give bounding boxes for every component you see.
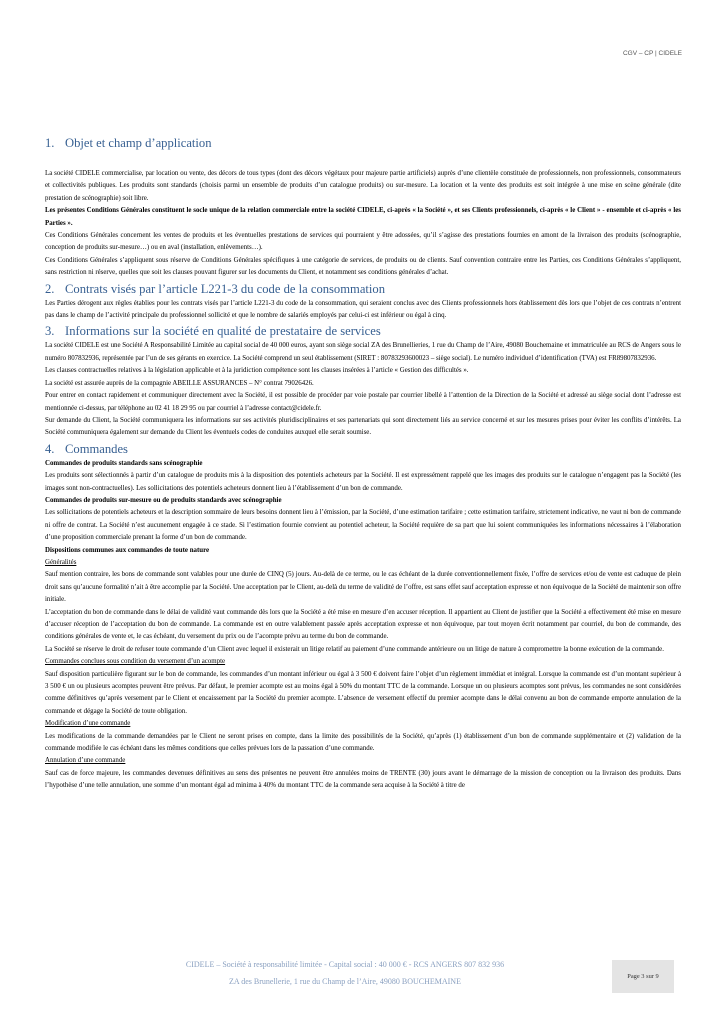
section-heading: 4. Commandes — [45, 441, 128, 456]
subheading: Annulation d’une commande — [45, 757, 126, 765]
paragraph: Sauf cas de force majeure, les commandes devenues définitives au sens des présentes ne peuvent être annulées moins de TRENTE (30) jours avant le démarrage de la mission de conception ou la livraison des produits. Dans l’hypothèse d’une telle annulation, une somme d’un montant égal ad minima à 40% du montant TTC de la commande sera acquise à la Société à titre de — [45, 769, 681, 790]
paragraph: Ces Conditions Générales concernent les ventes de produits et les éventuelles prestations de services qui pourraient y être adossées, qu’il s’agisse des prestations fournies en amont de la livraison des produits (scénographie, conception de produits sur-mesure…) ou en aval (installation, enlèvements…). — [45, 232, 681, 252]
section-informations — [45, 322, 681, 439]
section-objet — [45, 134, 681, 280]
section-heading: 1. Objet et champ d’application — [45, 136, 212, 150]
paragraph: Sur demande du Client, la Société communiquera les informations sur ses activités pluridisciplinaires et ses partenariats qui sont directement liés au service concerné et sur les mesures prises pour éviter les conflits d’intérêts. La Société communiquera également sur demande du Client les éventuels codes de conduites auxquel elle serait soumise. — [45, 416, 681, 437]
section-contrats — [45, 280, 681, 323]
subheading: Commandes conclues sous condition du versement d’un acompte — [45, 658, 226, 666]
paragraph: Les présentes Conditions Générales constituent le socle unique de la relation commerciale entre la société CIDELE, ci-après « la Société », et ses Clients professionnels, ci-après « le Client » - ensemble et ci-après « les Parties ». — [45, 207, 681, 227]
page-number-box — [612, 960, 674, 993]
document-body — [45, 134, 681, 793]
paragraph: Sauf disposition particulière figurant sur le bon de commande, les commandes d’un montant inférieur ou égal à 3 500 € doivent faire l’objet d’un règlement immédiat et intégral. Lorsque la commande est d’un montant supérieur à 3 500 € un ou plusieurs acomptes peuvent être prévus. Par défaut, le premier acompte est au moins égal à 50% du montant TTC de la commande. Lorsque un ou plusieurs acomptes sont prévus, les commandes ne sont considérées comme définitives qu’après versement par le Client et encaissement par la Société du premier acompte. L’absence de versement effectif du premier acompte dans le délai convenu au bon de commande emporte annulation de la commande et dégage la Société de toute obligation. — [45, 670, 681, 715]
paragraph: Les Parties dérogent aux règles établies pour les contrats visés par l’article L221-3 du code de la consommation, qui seraient conclus avec des Clients professionnels hors établissement dès lors que l’objet de ces contrats n’entrent pas dans le champ de l’activité principale du professionnel sollicité et que le nombre de salariés employés par celui-ci est inférieur ou égal à cinq. — [45, 299, 681, 320]
paragraph: Les clauses contractuelles relatives à la législation applicable et à la juridiction compétence sont les clauses insérées à l’article « Gestion des difficultés ». — [45, 367, 469, 375]
paragraph: Pour entrer en contact rapidement et communiquer directement avec la Société, il est possible de procéder par voie postale par courrier libellé à l’attention de la Direction de la Société et adressé au siège social dont l’adresse est mentionnée ci-dessus, par téléphone au 02 41 18 29 95 ou par courriel à l’adresse contact@cidele.fr. — [45, 392, 681, 412]
paragraph: La Société se réserve le droit de refuser toute commande d’un Client avec lequel il existerait un litige relatif au paiement d’une commande antérieure ou un litige de nature à compromettre la bonne exécution de la commande. — [45, 645, 664, 653]
page-number: Page 3 sur 9 — [627, 973, 659, 980]
paragraph: La société CIDELE est une Société A Responsabilité Limitée au capital social de 40 000 euros, ayant son siège social ZA des Brunellieries, 1 rue du Champ de l’Aire, 49080 Bouchemaine et immatriculée au RCS de Angers sous le numéro 807832936, représentée par l’un de ses gérants en exercice. La Société comprend un seul établissement (SIRET : 80783293600023 – siège social). Le numéro individuel d’identification (TVA) est FR89807832936. — [45, 342, 681, 362]
paragraph: L’acceptation du bon de commande dans le délai de validité vaut commande dès lors que la Société a été mise en mesure d’en accuser réception. Il appartient au Client de justifier que la Société a effectivement été mise en mesure d’accuser réception de l’acceptation du bon de commande. La commande est en outre valablement passée après acceptation expresse et non équivoque, par tout moyen écrit notamment par courriel, du bon de commande, des conditions générales de vente et, le cas échéant, du versement du prix ou de l’acompte prévu au terme du bon de commande. — [45, 608, 681, 641]
section-commandes — [45, 440, 681, 793]
paragraph: Les sollicitations de potentiels acheteurs et la description sommaire de leurs besoins donnent lieu à l’émission, par la Société, d’une estimation tarifaire ; cette estimation tarifaire, strictement indicative, ne vaut ni bon de commande ni offre de contrat. La Société n’est aucunement engagée à ce stade. Si l’estimation fournie convient au potentiel acheteur, la Société requière de sa part que lui soient communiquées les informations nécessaires à l’élaboration d’une proposition commerciale prenant la forme d’un bon de commande. — [45, 509, 681, 542]
section-heading: 2. Contrats visés par l’article L221-3 du code de la consommation — [45, 281, 386, 296]
paragraph: Ces Conditions Générales s’appliquent sous réserve de Conditions Générales spécifiques à une catégorie de services, de produits ou de clients. Sauf convention contraire entre les Parties, ces Conditions Générales s’appliquent, sans restriction ni réserve, quelles que soit les clauses pouvant figurer sur les documents du Client, et notamment ses conditions générales d’achat. — [45, 256, 681, 277]
section-heading: 3. Informations sur la société en qualité de prestataire de services — [45, 324, 381, 339]
subheading: Généralités — [45, 558, 77, 566]
paragraph: La société CIDELE commercialise, par location ou vente, des décors de tous types (dont des décors végétaux pour majeure partie artificiels) auprès d’une clientèle constituée de professionnels, non professionnels, consommateurs et collectivités publiques. Les produits sont standards (choisis parmi un ensemble de produits d’un catalogue produits) ou sur-mesure. La location et la vente des produits est soit intégrée à une mise en scène générale (dite prestation de scénographie) soit libre. — [45, 170, 681, 202]
paragraph: Les modifications de la commande demandées par le Client ne seront prises en compte, dans la limite des possibilités de la Société, qu’après (1) établissement d’un bon de commande supplémentaire et (2) validation de la commande modifiée le cas échéant dans les mêmes conditions que celles prévues lors de la passation d’une commande. — [45, 732, 681, 753]
subheading: Commandes de produits standards sans scénographie — [45, 459, 203, 467]
subheading: Modification d’une commande — [45, 720, 131, 728]
paragraph: Les produits sont sélectionnés à partir d’un catalogue de produits mis à la disposition des potentiels acheteurs par la Société. Il est expressément rappelé que les images des produits sur le catalogue n’engagent pas la Société (les images sont non-contractuelles). Les sollicitations des potentiels acheteurs donnent lieu à l’établissement d’un bon de commande. — [45, 472, 681, 492]
paragraph: Sauf mention contraire, les bons de commande sont valables pour une durée de CINQ (5) jours. Au-delà de ce terme, ou le cas échéant de la durée conventionnellement fixée, l’offre de services et/ou de vente est caduque de plein droit sans qu’aucune formalité n’ait à être accomplie par la Société. Une acceptation par le Client, au-delà du terme de validité de l’offre, est sans effet sauf acceptation expresse et non équivoque de la Société de maintenir son offre initiale. — [45, 571, 681, 604]
subheading: Commandes de produits sur-mesure ou de produits standards avec scénographie — [45, 496, 282, 504]
footer-company-line: CIDELE – Société à responsabilité limitée - Capital social : 40 000 € - RCS ANGERS 807 832 936 — [185, 960, 505, 969]
subheading: Dispositions communes aux commandes de toute nature — [45, 546, 210, 554]
document-header-ref: CGV – CP | CIDELE — [622, 50, 682, 57]
paragraph: La société est assurée auprès de la compagnie ABEILLE ASSURANCES – N° contrat 79026426. — [45, 379, 314, 387]
footer-address-line: ZA des Brunellerie, 1 rue du Champ de l’Aire, 49080 BOUCHEMAINE — [229, 977, 461, 986]
